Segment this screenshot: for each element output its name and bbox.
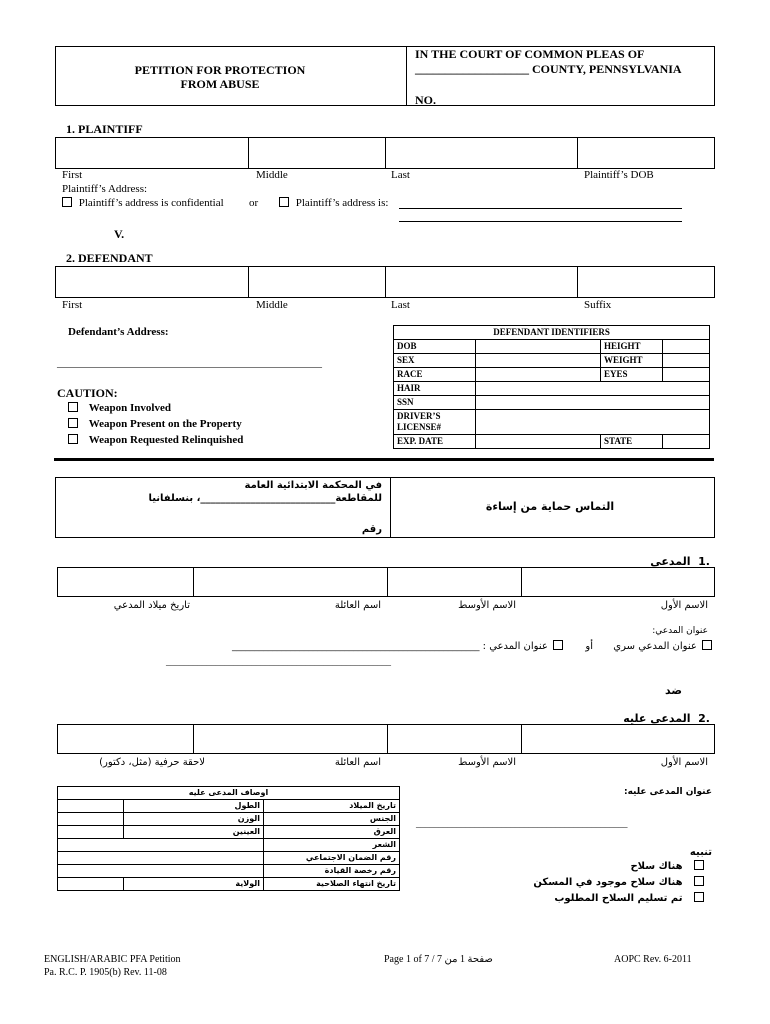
identifier-value[interactable] — [58, 839, 264, 852]
identifier-value[interactable] — [663, 354, 710, 368]
plaintiff-address-option[interactable]: Plaintiff’s address is: — [279, 197, 388, 210]
arabic-identifiers-table — [57, 786, 400, 891]
defendant-first-label: First — [62, 299, 83, 311]
arabic-plaintiff-first-label: الاسم الأول — [660, 600, 708, 611]
plaintiff-first-field[interactable] — [56, 138, 246, 168]
court-line1: IN THE COURT OF COMMON PLEAS OF — [415, 47, 645, 61]
plaintiff-confidential-option[interactable]: Plaintiff’s address is confidential — [62, 197, 224, 210]
identifiers-title: DEFENDANT IDENTIFIERS — [394, 326, 710, 340]
plaintiff-address-line1[interactable] — [399, 208, 682, 209]
plaintiff-heading: 1. PLAINTIFF — [66, 122, 143, 136]
defendant-address-line[interactable]: _____________________________________________________ — [57, 358, 322, 369]
footer-page-number: Page 1 of 7 / 7 صفحة 1 من — [384, 954, 493, 965]
caution-weapon-present[interactable]: Weapon Present on the Property — [68, 418, 242, 431]
versus-label: V. — [114, 227, 125, 241]
checkbox-icon[interactable] — [694, 892, 704, 902]
plaintiff-middle-label: Middle — [256, 169, 288, 181]
identifier-value[interactable] — [476, 368, 601, 382]
table-row — [58, 852, 400, 865]
identifier-value[interactable] — [663, 340, 710, 354]
defendant-identifiers-table — [393, 325, 710, 449]
table-row — [394, 396, 710, 410]
identifier-label: HAIR — [394, 382, 476, 396]
identifier-label: العرق — [264, 826, 400, 839]
arabic-defendant-heading: 2. المدعى عليه — [623, 712, 710, 725]
identifier-label: SEX — [394, 354, 476, 368]
arabic-defendant-address-line[interactable]: _______________________________________________ — [416, 819, 628, 829]
identifier-label: الطول — [124, 800, 264, 813]
arabic-plaintiff-middle-label: الاسم الأوسط — [458, 600, 516, 611]
table-row — [394, 382, 710, 396]
identifier-label: العينين — [124, 826, 264, 839]
arabic-caution-weapon-involved[interactable]: هناك سلاح — [630, 860, 704, 873]
defendant-first-field[interactable] — [56, 267, 246, 297]
table-row — [58, 813, 400, 826]
arabic-or-label: أو — [585, 641, 593, 652]
arabic-defendant-middle-field[interactable] — [388, 725, 519, 753]
arabic-plaintiff-last-label: اسم العائلة — [334, 600, 381, 611]
identifier-label: رقم الضمان الاجتماعي — [264, 852, 400, 865]
identifier-label: رقم رخصة القيادة — [264, 865, 400, 878]
identifier-value[interactable] — [663, 368, 710, 382]
identifier-value[interactable] — [58, 813, 124, 826]
caution-weapon-involved[interactable]: Weapon Involved — [68, 402, 171, 415]
arabic-address-line1[interactable]: _______________________________________________________ — [231, 642, 480, 652]
identifier-value[interactable] — [476, 382, 710, 396]
table-row — [58, 826, 400, 839]
identifier-label: الوزن — [124, 813, 264, 826]
arabic-caution-heading: تنبيه — [689, 847, 712, 858]
checkbox-icon[interactable] — [694, 876, 704, 886]
court-docket-number[interactable]: NO. — [415, 93, 436, 107]
identifier-label: EYES — [601, 368, 663, 382]
defendant-heading: 2. DEFENDANT — [66, 251, 153, 265]
identifier-label: HEIGHT — [601, 340, 663, 354]
arabic-confidential-option[interactable]: عنوان المدعي سري — [613, 640, 712, 653]
plaintiff-middle-field[interactable] — [249, 138, 383, 168]
checkbox-icon[interactable] — [68, 402, 78, 412]
identifier-label: الجنس — [264, 813, 400, 826]
checkbox-icon[interactable] — [68, 434, 78, 444]
identifier-label: الشعر — [264, 839, 400, 852]
defendant-last-field[interactable] — [386, 267, 575, 297]
plaintiff-address-line2[interactable] — [399, 221, 682, 222]
caution-heading: CAUTION: — [57, 386, 118, 400]
defendant-middle-field[interactable] — [249, 267, 383, 297]
arabic-caution-weapon-relinquished[interactable]: تم تسليم السلاح المطلوب — [554, 892, 704, 905]
petition-title-line1: PETITION FOR PROTECTION — [134, 63, 306, 77]
identifier-value[interactable] — [58, 826, 124, 839]
arabic-plaintiff-address-label: عنوان المدعي: — [652, 626, 708, 636]
checkbox-icon[interactable] — [279, 197, 289, 207]
arabic-plaintiff-heading: 1. المدعي — [650, 555, 710, 568]
arabic-defendant-first-label: الاسم الأول — [660, 757, 708, 768]
plaintiff-address-label: Plaintiff’s Address: — [62, 183, 148, 195]
identifier-value[interactable] — [663, 435, 710, 449]
identifier-value[interactable] — [58, 800, 124, 813]
identifier-value[interactable] — [476, 340, 601, 354]
identifier-label: الولاية — [124, 878, 264, 891]
arabic-defendant-last-field[interactable] — [194, 725, 385, 753]
table-row — [394, 340, 710, 354]
checkbox-icon[interactable] — [702, 640, 712, 650]
plaintiff-first-label: First — [62, 169, 83, 181]
arabic-petition-title: التماس حماية من إساءة — [485, 500, 615, 513]
identifier-value[interactable] — [476, 396, 710, 410]
identifier-label: DRIVER’S LICENSE# — [394, 410, 476, 435]
arabic-defendant-address-label: عنوان المدعى عليه: — [623, 787, 712, 797]
table-row — [394, 368, 710, 382]
identifier-value[interactable] — [476, 354, 601, 368]
identifier-value[interactable] — [58, 852, 264, 865]
arabic-identifiers-title: اوصاف المدعى عليه — [58, 787, 400, 800]
plaintiff-last-label: Last — [391, 169, 410, 181]
identifier-value[interactable] — [476, 410, 710, 435]
plaintiff-last-field[interactable] — [386, 138, 575, 168]
arabic-address-option[interactable]: عنوان المدعي : _______________________________________________________ — [232, 640, 563, 654]
defendant-suffix-label: Suffix — [584, 299, 612, 311]
plaintiff-dob-label: Plaintiff’s DOB — [584, 169, 654, 181]
arabic-address-line2[interactable]: __________________________________________________ — [166, 657, 391, 667]
identifier-value[interactable] — [58, 878, 124, 891]
table-row — [394, 410, 710, 435]
or-label: or — [249, 197, 259, 209]
identifier-label: RACE — [394, 368, 476, 382]
caution-weapon-relinquished[interactable]: Weapon Requested Relinquished — [68, 434, 243, 447]
arabic-court-line1: في المحكمة الابتدائية العامة — [244, 480, 382, 491]
table-row — [58, 839, 400, 852]
table-row — [58, 800, 400, 813]
arabic-court-county-line[interactable]: للمقاطعة___________________________، بنسلفانيا — [148, 493, 382, 504]
checkbox-icon[interactable] — [694, 860, 704, 870]
identifier-value[interactable] — [476, 435, 601, 449]
checkbox-icon[interactable] — [553, 640, 563, 650]
table-row — [58, 878, 400, 891]
identifier-label: EXP. DATE — [394, 435, 476, 449]
arabic-defendant-suffix-field[interactable] — [58, 725, 191, 753]
arabic-defendant-first-field[interactable] — [522, 725, 714, 753]
arabic-court-number[interactable]: رقم — [361, 524, 382, 535]
arabic-defendant-last-label: اسم العائلة — [334, 757, 381, 768]
footer-rule: Pa. R.C. P. 1905(b) Rev. 11-08 — [44, 967, 167, 978]
table-row — [394, 435, 710, 449]
identifier-label: SSN — [394, 396, 476, 410]
footer-revision: AOPC Rev. 6-2011 — [614, 954, 692, 965]
petition-title-line2: FROM ABUSE — [180, 77, 260, 91]
table-row — [58, 865, 400, 878]
identifier-value[interactable] — [58, 865, 264, 878]
arabic-defendant-middle-label: الاسم الأوسط — [458, 757, 516, 768]
arabic-plaintiff-first-field[interactable] — [522, 568, 714, 596]
section-divider — [54, 458, 714, 461]
court-county-line[interactable]: ___________________ COUNTY, PENNSYLVANIA — [415, 62, 682, 76]
plaintiff-dob-field[interactable] — [578, 138, 714, 168]
defendant-last-label: Last — [391, 299, 410, 311]
identifier-label: تاريخ الميلاد — [264, 800, 400, 813]
arabic-plaintiff-dob-label: تاريخ ميلاد المدعي — [113, 600, 190, 611]
arabic-versus-label: ضد — [665, 684, 682, 697]
identifier-label: تاريخ انتهاء الصلاحية — [264, 878, 400, 891]
identifier-label: WEIGHT — [601, 354, 663, 368]
arabic-plaintiff-last-field[interactable] — [194, 568, 385, 596]
defendant-address-label: Defendant’s Address: — [68, 326, 169, 338]
defendant-suffix-field[interactable] — [578, 267, 714, 297]
table-row — [394, 354, 710, 368]
arabic-plaintiff-middle-field[interactable] — [388, 568, 519, 596]
checkbox-icon[interactable] — [62, 197, 72, 207]
identifier-label: DOB — [394, 340, 476, 354]
footer-form-name: ENGLISH/ARABIC PFA Petition — [44, 954, 181, 965]
arabic-defendant-suffix-label: لاحقة حرفية (مثل، دكتور) — [99, 757, 205, 768]
arabic-plaintiff-dob-field[interactable] — [58, 568, 191, 596]
arabic-caution-weapon-present[interactable]: هناك سلاح موجود في المسكن — [533, 876, 704, 889]
defendant-middle-label: Middle — [256, 299, 288, 311]
identifier-label: STATE — [601, 435, 663, 449]
checkbox-icon[interactable] — [68, 418, 78, 428]
